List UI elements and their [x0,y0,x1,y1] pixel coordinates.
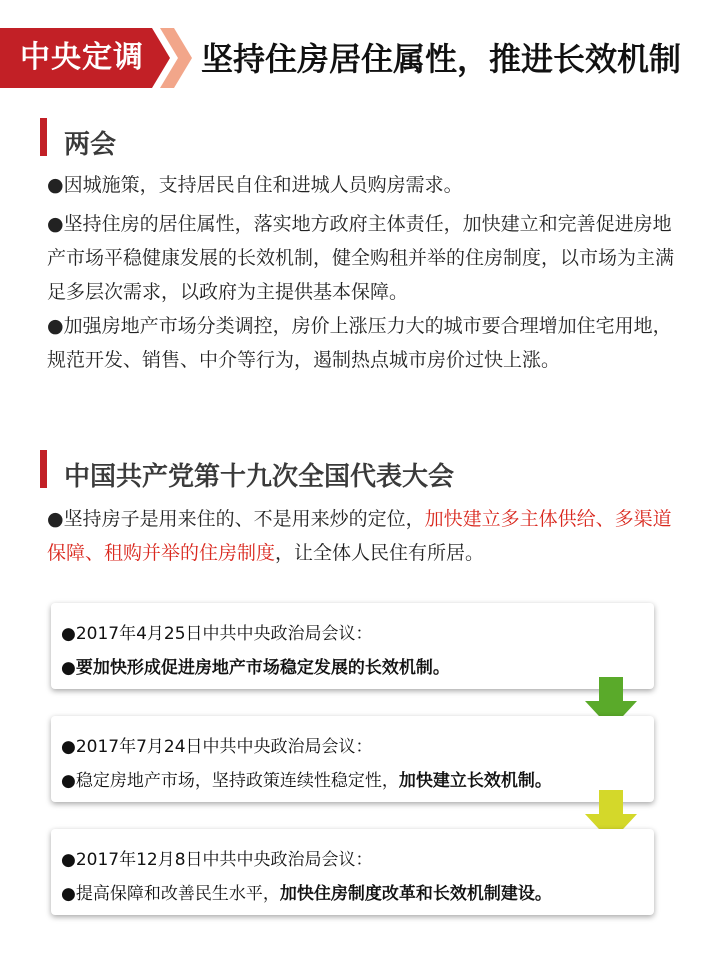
section-title-lianghui: 两会 [64,130,117,160]
bullet-text: ，让全体人民住有所居。 [275,542,485,564]
meeting-content-bold: 加快住房制度改革和长效机制建设。 [279,884,552,904]
meeting-content-bold: ●要加快形成促进房地产市场稳定发展的长效机制。 [61,658,450,678]
meeting-content-bold: 加快建立长效机制。 [398,771,552,791]
meeting-date: ●2017年7月24日中共中央政治局会议： [61,737,373,757]
bullet-paragraph: ●加强房地产市场分类调控，房价上涨压力大的城市要合理增加住宅用地，规范开发、销售、中介等行为，遏制热点城市房价过快上涨。 [47,315,672,371]
meeting-content-plain: ●稳定房地产市场，坚持政策连续性稳定性， [61,771,399,791]
meeting-card [51,603,654,689]
section-marker [40,450,47,488]
section-title-19th-congress: 中国共产党第十九次全国代表大会 [64,462,455,492]
bullet-paragraph: ●因城施策，支持居民自住和进城人员购房需求。 [47,174,463,196]
header-tag [0,28,185,88]
meeting-content [61,766,552,791]
meeting-content-plain: ●提高保障和改善民生水平， [61,884,280,904]
meeting-card [51,716,654,802]
meeting-date: ●2017年12月8日中共中央政治局会议： [61,850,373,870]
bullet-paragraph [47,502,677,570]
meeting-content [61,653,450,678]
meeting-card [51,829,654,915]
bullet-paragraph: ●坚持住房的居住属性，落实地方政府主体责任，加快建立和完善促进房地产市场平稳健康发展的长效机制，健全购租并举的住房制度，以市场为主满足多层次需求，以政府为主提供基本保障。 [47,213,675,303]
section-marker [40,118,47,156]
header-tag-label: 中央定调 [20,40,144,75]
bullet-text: ●坚持房子是用来住的、不是用来炒的定位， [47,508,425,530]
meeting-content [61,879,552,904]
meeting-date: ●2017年4月25日中共中央政治局会议： [61,624,373,644]
page-title: 坚持住房居住属性，推进长效机制 [201,40,682,78]
highlight-text: 加快建立多主体供给、多渠道保障、租购并举的住房制度 [47,508,672,564]
